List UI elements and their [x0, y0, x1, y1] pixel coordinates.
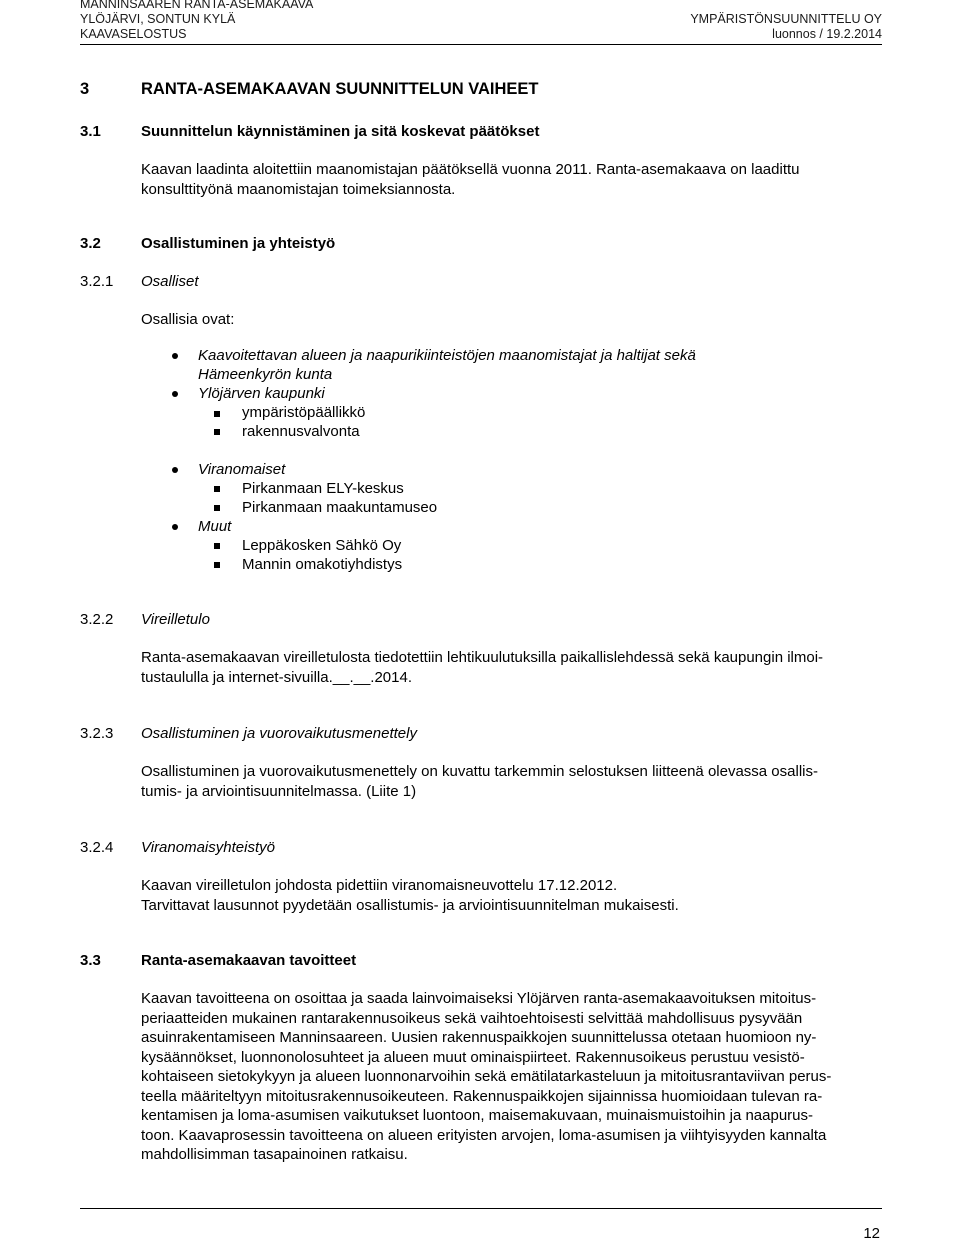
section-3-2-3-number: 3.2.3	[80, 725, 114, 742]
bullet-dot	[172, 353, 178, 359]
paragraph-line: kentamisen ja loma-asumisen vaikutukset luontoon, maisemakuvaan, muinaismuistoihin ja naapurus-	[141, 1107, 814, 1124]
page-number: 12	[863, 1225, 880, 1242]
list-item: Kaavoitettavan alueen ja naapurikiinteistöjen maanomistajat ja haltijat sekä	[198, 347, 696, 364]
section-3-2-4-text-line-1: Kaavan vireilletulon johdosta pidettiin viranomaisneuvottelu 17.12.2012.	[141, 877, 618, 894]
header-project-title: MANNINSAAREN RANTA-ASEMAKAAVA	[80, 0, 314, 11]
square-bullet	[214, 562, 220, 568]
section-3-2-3-text-line-2: tumis- ja arviointisuunnitelmassa. (Liite 1)	[141, 783, 417, 800]
paragraph-line: mahdollisimman tasapainoinen ratkaisu.	[141, 1146, 408, 1163]
sub-list-item: rakennusvalvonta	[242, 423, 360, 440]
section-3-2-2-text-line-1: Ranta-asemakaavan vireilletulosta tiedotettiin lehtikuulutuksilla paikallislehdessä sekä kaupungin ilmoi-	[141, 649, 824, 666]
paragraph-line: periaatteiden mukainen rantarakennusoikeus sekä vaihtoehtoisesti selvittää mahdollisuus pysyvään	[141, 1009, 803, 1027]
paragraph-line: kysäännökset, luonnonolosuhteet ja alueen muut ominaispiirteet. Rakennusoikeus perustuu vesistö-	[141, 1048, 805, 1066]
section-3-2-3-title: Osallistuminen ja vuorovaikutusmenettely	[141, 725, 417, 742]
sub-list-item: Leppäkosken Sähkö Oy	[242, 537, 402, 554]
header-version-date: luonnos / 19.2.2014	[772, 27, 882, 41]
section-3-1-text-line-2: konsulttityönä maanomistajan toimeksiannosta.	[141, 181, 456, 198]
section-3-2-2-title: Vireilletulo	[141, 611, 210, 628]
sub-list-item: Pirkanmaan maakuntamuseo	[242, 499, 438, 516]
square-bullet	[214, 505, 220, 511]
section-3-2-2-number: 3.2.2	[80, 611, 114, 628]
header-left	[80, 0, 313, 42]
section-3-number: 3	[80, 80, 90, 98]
square-bullet	[214, 486, 220, 492]
sub-list-item: Mannin omakotiyhdistys	[242, 556, 403, 573]
section-3-1-title: Suunnittelun käynnistäminen ja sitä koskevat päätökset	[141, 123, 540, 140]
paragraph-line: toon. Kaavaprosessin tavoitteena on alueen erityisten arvojen, loma-asumisen ja viihtyisyyden kannalta	[141, 1126, 827, 1144]
bullet-dot	[172, 467, 178, 473]
square-bullet	[214, 411, 220, 417]
footer-divider	[80, 1208, 882, 1209]
bullet-dot	[172, 391, 178, 397]
section-3-2-1-number: 3.2.1	[80, 273, 114, 290]
bullet-dot	[172, 524, 178, 530]
square-bullet	[214, 429, 220, 435]
paragraph-line: asuinrakentamiseen Manninsaareen. Uusien rakennuspaikkojen suunnittelussa otetaan huomioon ny-	[141, 1029, 817, 1046]
section-3-3-title: Ranta-asemakaavan tavoitteet	[141, 952, 357, 969]
list-item: Viranomaiset	[198, 461, 286, 478]
section-3-2-4-title: Viranomaisyhteistyö	[141, 839, 275, 856]
header-company: YMPÄRISTÖNSUUNNITTELU OY	[690, 12, 882, 26]
list-item: Hämeenkyrön kunta	[198, 366, 333, 383]
section-3-2-2-text-line-2: tustaululla ja internet-sivuilla.__.__.2014.	[141, 669, 413, 686]
header-right	[690, 12, 882, 42]
list-item: Muut	[198, 518, 232, 535]
section-3-3-number: 3.3	[80, 952, 101, 969]
section-3-2-1-title: Osalliset	[141, 273, 199, 290]
section-3-3-paragraph	[141, 989, 831, 1165]
section-3-2-4-text-line-2: Tarvittavat lausunnot pyydetään osallistumis- ja arviointisuunnitelman mukaisesti.	[141, 897, 679, 914]
section-3-2-4-number: 3.2.4	[80, 839, 114, 856]
list-item: Ylöjärven kaupunki	[198, 385, 325, 402]
sub-list-item: ympäristöpäällikkö	[242, 404, 366, 421]
header-location: YLÖJÄRVI, SONTUN KYLÄ	[80, 12, 236, 26]
section-3-2-number: 3.2	[80, 235, 101, 252]
section-3-1-number: 3.1	[80, 123, 101, 140]
osalliset-intro: Osallisia ovat:	[141, 311, 235, 328]
paragraph-line: teella määriteltyyn mitoitusrakennusoikeuteen. Rakennuspaikkojen sijainnissa huomioidaan tulevan ra-	[141, 1087, 823, 1105]
paragraph-line: Kaavan tavoitteena on osoittaa ja saada lainvoimaiseksi Ylöjärven ranta-asemakaavoituksen mitoitus-	[141, 990, 817, 1007]
section-3-1-text-line-1: Kaavan laadinta aloitettiin maanomistajan päätöksellä vuonna 2011. Ranta-asemakaava on laadittu	[141, 161, 800, 178]
section-3-2-title: Osallistuminen ja yhteistyö	[141, 235, 336, 252]
square-bullet	[214, 543, 220, 549]
header-divider	[80, 44, 882, 45]
sub-list-item: Pirkanmaan ELY-keskus	[242, 480, 404, 497]
section-3-2-3-text-line-1: Osallistuminen ja vuorovaikutusmenettely on kuvattu tarkemmin selostuksen liitteenä olevassa osallis-	[141, 763, 818, 780]
section-3-title: RANTA-ASEMAKAAVAN SUUNNITTELUN VAIHEET	[141, 80, 539, 98]
header-document-type: KAAVASELOSTUS	[80, 27, 187, 41]
paragraph-line: kohtaiseen sietokykyyn ja alueen luonnonarvoihin sekä emätilatarkasteluun ja mitoitusrantaviivan perus-	[141, 1068, 832, 1085]
